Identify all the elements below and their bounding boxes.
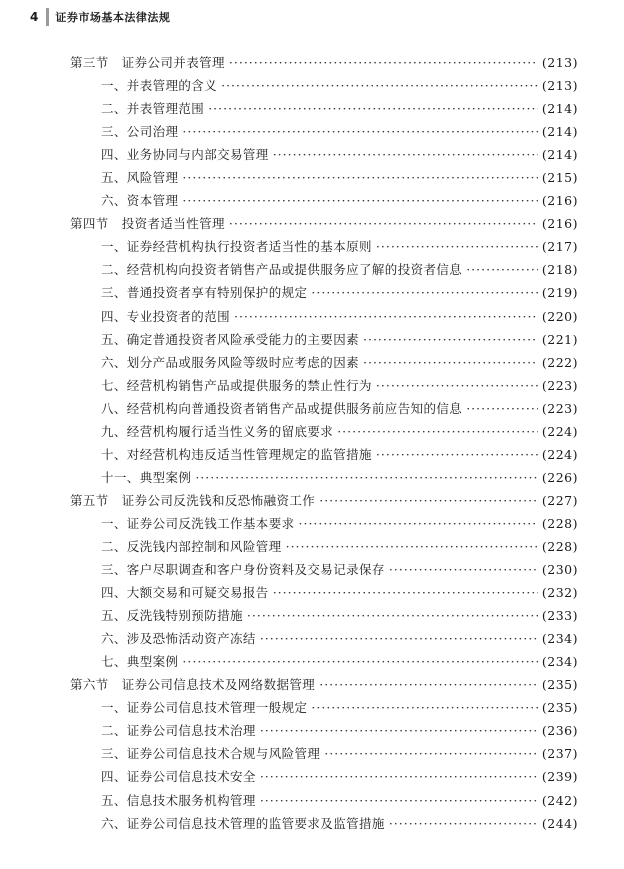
toc-page-number: (216) xyxy=(541,216,578,232)
toc-item-title: 一、证券经营机构执行投资者适当性的基本原则 xyxy=(101,239,372,255)
toc-item-row xyxy=(70,328,578,351)
toc-item-title: 五、确定普通投资者风险承受能力的主要因素 xyxy=(101,331,360,347)
toc-item-row xyxy=(70,74,578,97)
dot-leader xyxy=(299,512,538,535)
toc-item-row xyxy=(70,258,578,281)
toc-item-title: 五、风险管理 xyxy=(101,170,179,186)
toc-item-title: 二、证券公司信息技术治理 xyxy=(101,723,256,739)
toc-item-title: 七、经营机构销售产品或提供服务的禁止性行为 xyxy=(101,377,372,393)
toc-item-row xyxy=(70,789,578,812)
dot-leader xyxy=(182,166,537,189)
toc-section-number: 第四节 xyxy=(70,216,109,232)
dot-leader xyxy=(376,443,538,466)
book-title: 证券市场基本法律法规 xyxy=(55,11,171,24)
toc-page-number: (224) xyxy=(541,446,578,462)
toc-page-number: (235) xyxy=(541,700,578,716)
toc-item-title: 一、证券公司反洗钱工作基本要求 xyxy=(101,515,295,531)
toc-item-row xyxy=(70,143,578,166)
toc-item-title: 四、业务协同与内部交易管理 xyxy=(101,147,269,163)
toc-item-row xyxy=(70,765,578,788)
toc-item-title: 四、专业投资者的范围 xyxy=(101,308,231,324)
toc-item-row xyxy=(70,535,578,558)
toc-item-row xyxy=(70,235,578,258)
toc-item-title: 二、经营机构向投资者销售产品或提供服务应了解的投资者信息 xyxy=(101,262,463,278)
toc-page-number: (227) xyxy=(541,492,578,508)
toc-item-title: 三、证券公司信息技术合规与风险管理 xyxy=(101,746,321,762)
dot-leader xyxy=(229,51,538,74)
dot-leader xyxy=(337,420,538,443)
toc-item-title: 五、信息技术服务机构管理 xyxy=(101,792,256,808)
toc-page-number: (214) xyxy=(541,101,578,117)
dot-leader xyxy=(389,558,538,581)
toc-item-row xyxy=(70,742,578,765)
toc-page-number: (235) xyxy=(541,677,578,693)
toc-section-row xyxy=(70,489,578,512)
toc-item-title: 十、对经营机构违反适当性管理规定的监管措施 xyxy=(101,446,372,462)
dot-leader xyxy=(319,489,538,512)
toc-page-number: (230) xyxy=(541,562,578,578)
toc-section-number: 第六节 xyxy=(70,677,109,693)
toc-item-row xyxy=(70,558,578,581)
toc-item-row xyxy=(70,97,578,120)
dot-leader xyxy=(319,673,538,696)
toc-item-row xyxy=(70,512,578,535)
toc-section-row xyxy=(70,51,578,74)
toc-item-row xyxy=(70,281,578,304)
dot-leader xyxy=(182,189,537,212)
toc-page-number: (228) xyxy=(541,515,578,531)
toc-item-row xyxy=(70,420,578,443)
dot-leader xyxy=(260,789,538,812)
toc-page-number: (232) xyxy=(541,585,578,601)
toc-item-title: 一、并表管理的含义 xyxy=(101,78,218,94)
toc-page-number: (213) xyxy=(541,78,578,94)
dot-leader xyxy=(273,143,538,166)
dot-leader xyxy=(273,581,538,604)
dot-leader xyxy=(221,74,538,97)
toc-item-title: 七、典型案例 xyxy=(101,654,179,670)
toc-page-number: (233) xyxy=(541,608,578,624)
toc-item-row xyxy=(70,650,578,673)
dot-leader xyxy=(363,351,538,374)
toc-page-number: (223) xyxy=(541,400,578,416)
toc-page-number: (226) xyxy=(541,469,578,485)
toc-item-title: 六、涉及恐怖活动资产冻结 xyxy=(101,631,256,647)
dot-leader xyxy=(195,466,538,489)
toc-item-title: 二、反洗钱内部控制和风险管理 xyxy=(101,538,282,554)
page-number: 4 xyxy=(30,10,39,24)
toc-item-row xyxy=(70,397,578,420)
toc-item-row xyxy=(70,305,578,328)
toc-item-title: 三、客户尽职调查和客户身份资料及交易记录保存 xyxy=(101,562,385,578)
toc-item-row xyxy=(70,166,578,189)
toc-item-title: 一、证券公司信息技术管理一般规定 xyxy=(101,700,308,716)
toc-item-title: 四、证券公司信息技术安全 xyxy=(101,769,256,785)
toc-item-row xyxy=(70,189,578,212)
dot-leader xyxy=(363,328,538,351)
toc-item-title: 三、普通投资者享有特别保护的规定 xyxy=(101,285,308,301)
toc-section-text: 证券公司信息技术及网络数据管理 xyxy=(121,677,316,693)
toc-item-title: 六、证券公司信息技术管理的监管要求及监管措施 xyxy=(101,815,385,831)
toc-section-row xyxy=(70,212,578,235)
toc-page-number: (228) xyxy=(541,538,578,554)
toc-section-text: 投资者适当性管理 xyxy=(121,216,225,232)
dot-leader xyxy=(286,535,538,558)
toc-page-number: (244) xyxy=(541,815,578,831)
toc-item-title: 九、经营机构履行适当性义务的留底要求 xyxy=(101,423,334,439)
toc-section-title xyxy=(70,51,225,74)
toc-item-title: 十一、典型案例 xyxy=(101,469,192,485)
toc-page-number: (216) xyxy=(541,193,578,209)
toc-page-number: (221) xyxy=(541,331,578,347)
toc-page-number: (218) xyxy=(541,262,578,278)
dot-leader xyxy=(389,812,538,835)
toc-item-title: 五、反洗钱特别预防措施 xyxy=(101,608,243,624)
toc-item-row xyxy=(70,374,578,397)
dot-leader xyxy=(229,212,538,235)
toc-item-row xyxy=(70,466,578,489)
toc-item-row xyxy=(70,627,578,650)
toc-section-title xyxy=(70,673,315,696)
toc-item-title: 六、资本管理 xyxy=(101,193,179,209)
toc-page-number: (215) xyxy=(541,170,578,186)
toc-item-row xyxy=(70,443,578,466)
dot-leader xyxy=(311,696,537,719)
dot-leader xyxy=(260,627,538,650)
toc-page-number: (236) xyxy=(541,723,578,739)
dot-leader xyxy=(466,397,538,420)
toc-section-number: 第五节 xyxy=(70,492,109,508)
toc-item-row xyxy=(70,719,578,742)
header-divider xyxy=(46,8,49,26)
toc-section-number: 第三节 xyxy=(70,55,109,70)
toc-item-title: 八、经营机构向普通投资者销售产品或提供服务前应告知的信息 xyxy=(101,400,463,416)
dot-leader xyxy=(311,281,537,304)
toc-page-number: (220) xyxy=(541,308,578,324)
toc-item-row xyxy=(70,120,578,143)
toc-page-number: (222) xyxy=(541,354,578,370)
toc-section-text: 证券公司并表管理 xyxy=(121,55,225,70)
toc-page-number: (223) xyxy=(541,377,578,393)
table-of-contents xyxy=(70,51,578,835)
toc-item-title: 三、公司治理 xyxy=(101,124,179,140)
dot-leader xyxy=(260,719,538,742)
toc-item-row xyxy=(70,696,578,719)
dot-leader xyxy=(234,305,538,328)
toc-page-number: (237) xyxy=(541,746,578,762)
toc-page-number: (239) xyxy=(541,769,578,785)
toc-item-row xyxy=(70,581,578,604)
toc-section-row xyxy=(70,673,578,696)
toc-page-number: (213) xyxy=(541,55,578,70)
toc-item-row xyxy=(70,351,578,374)
toc-item-title: 六、划分产品或服务风险等级时应考虑的因素 xyxy=(101,354,360,370)
toc-page-number: (214) xyxy=(541,147,578,163)
toc-page-number: (214) xyxy=(541,124,578,140)
running-header xyxy=(30,7,170,27)
toc-page-number: (224) xyxy=(541,423,578,439)
toc-item-title: 二、并表管理范围 xyxy=(101,101,205,117)
toc-section-text: 证券公司反洗钱和反恐怖融资工作 xyxy=(121,492,316,508)
toc-page-number: (242) xyxy=(541,792,578,808)
toc-page-number: (234) xyxy=(541,654,578,670)
toc-section-title xyxy=(70,489,315,512)
dot-leader xyxy=(182,650,537,673)
toc-page-number: (219) xyxy=(541,285,578,301)
dot-leader xyxy=(466,258,538,281)
toc-section-title xyxy=(70,212,225,235)
dot-leader xyxy=(376,374,538,397)
dot-leader xyxy=(182,120,537,143)
toc-page-number: (217) xyxy=(541,239,578,255)
toc-item-row xyxy=(70,812,578,835)
dot-leader xyxy=(208,97,538,120)
toc-item-row xyxy=(70,604,578,627)
dot-leader xyxy=(324,742,538,765)
dot-leader xyxy=(260,765,538,788)
dot-leader xyxy=(376,235,538,258)
dot-leader xyxy=(247,604,538,627)
toc-page-number: (234) xyxy=(541,631,578,647)
toc-item-title: 四、大额交易和可疑交易报告 xyxy=(101,585,269,601)
